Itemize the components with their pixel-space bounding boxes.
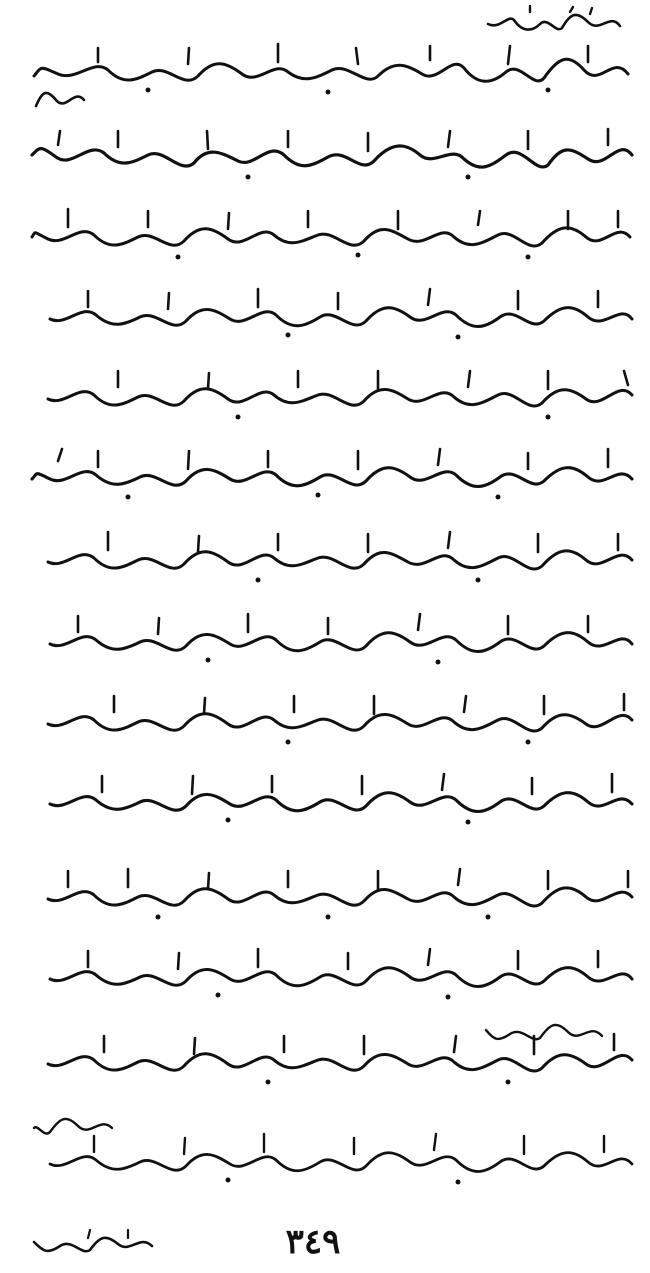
margin-gloss-left-1 <box>30 80 90 120</box>
script-line-10 <box>28 770 638 830</box>
script-line-3 <box>28 205 638 265</box>
script-line-1 <box>28 40 638 100</box>
catchword <box>28 1226 158 1260</box>
script-line-8 <box>28 610 638 670</box>
script-line-4 <box>28 285 638 345</box>
script-line-7 <box>28 528 638 588</box>
script-line-12 <box>28 945 638 1005</box>
margin-gloss-top <box>470 4 630 44</box>
script-line-6 <box>28 445 638 505</box>
script-line-9 <box>28 690 638 750</box>
page-number: ٣٤٩ <box>285 1222 341 1262</box>
script-line-13 <box>28 1030 638 1090</box>
handwriting-gloss-1 <box>470 4 630 44</box>
script-line-14 <box>28 1130 638 1190</box>
script-line-11 <box>28 865 638 925</box>
script-line-5 <box>28 365 638 425</box>
script-line-2 <box>28 125 638 185</box>
